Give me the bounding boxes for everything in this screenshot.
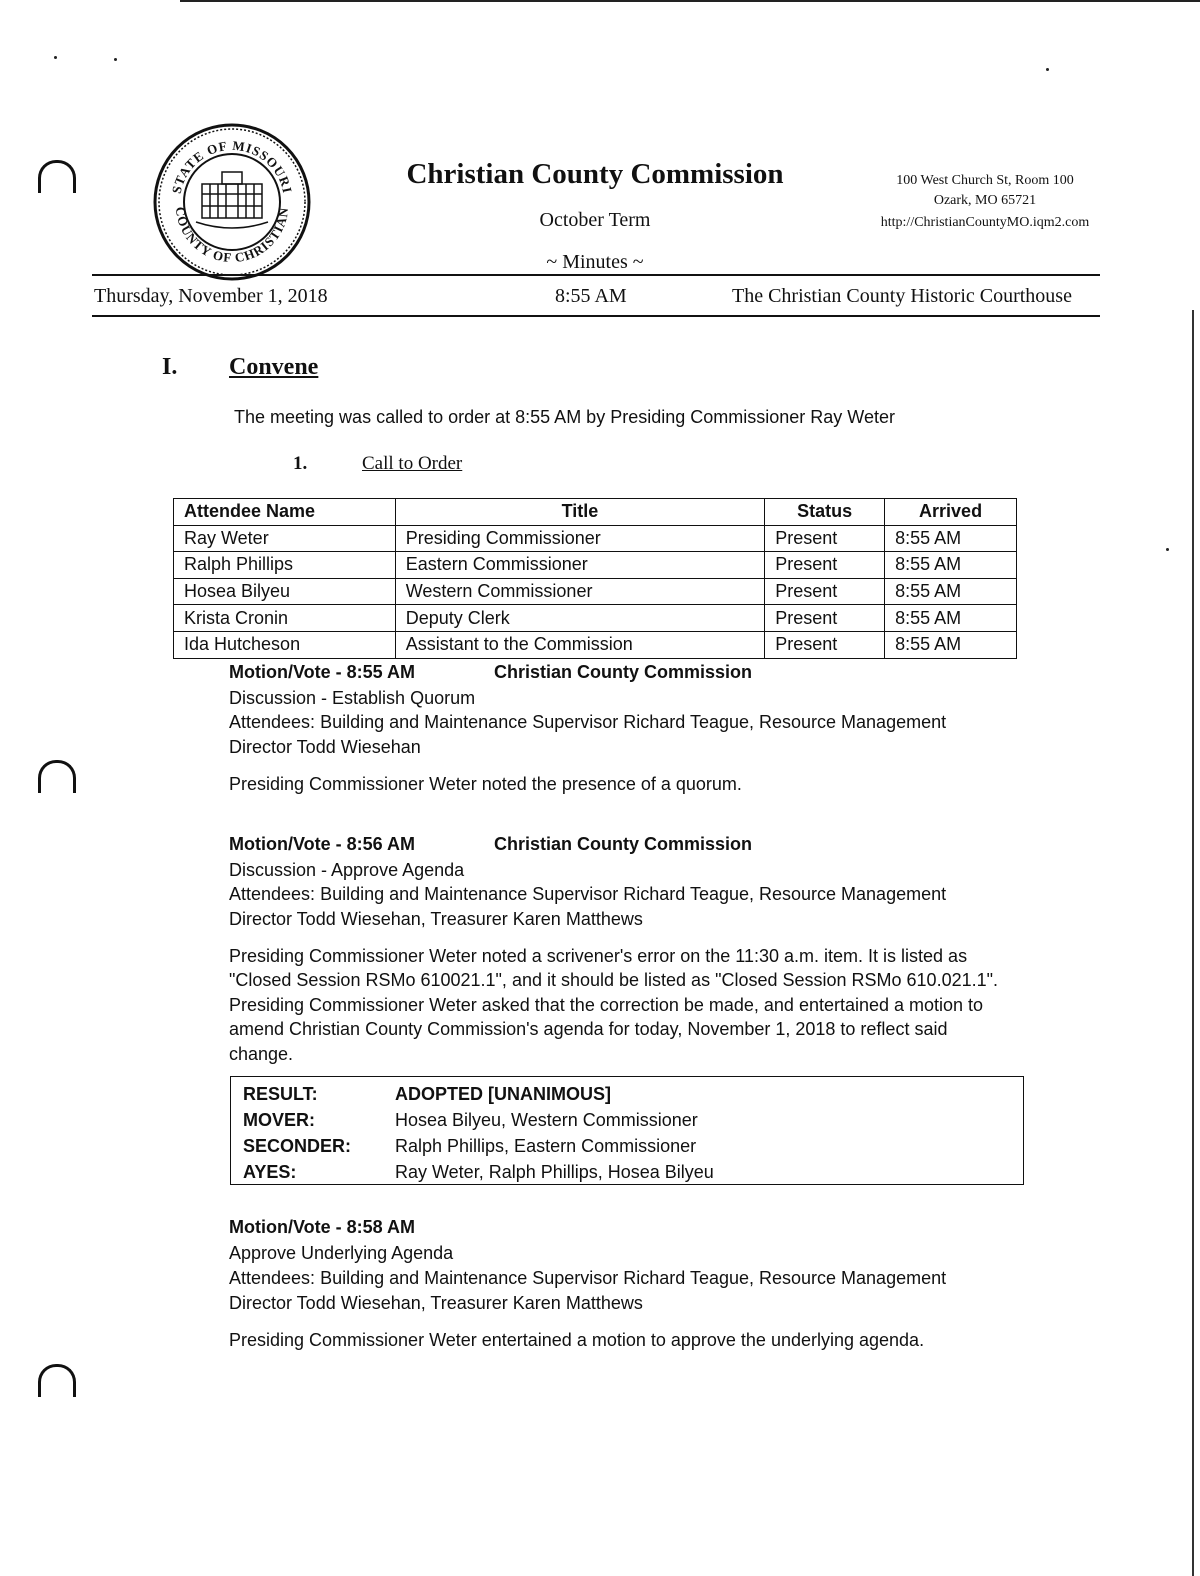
scan-speck (1166, 548, 1169, 551)
mover-value: Hosea Bilyeu, Western Commissioner (395, 1110, 698, 1130)
motion-3-heading: Motion/Vote - 8:58 AM (229, 1217, 415, 1237)
attendee-arrived: 8:55 AM (885, 578, 1017, 605)
ayes-value: Ray Weter, Ralph Phillips, Hosea Bilyeu (395, 1162, 714, 1182)
seconder-label: SECONDER: (243, 1136, 352, 1156)
mover-label: MOVER: (243, 1110, 315, 1130)
motion-2-note-line: Presiding Commissioner Weter asked that the correction be made, and entertained a motion to (229, 995, 984, 1015)
motion-2-note-line: change. (229, 1044, 294, 1064)
attendee-title: Deputy Clerk (395, 605, 764, 632)
motion-3-discussion: Approve Underlying Agenda (229, 1243, 454, 1263)
attendee-name: Ida Hutcheson (174, 631, 396, 658)
attendee-status: Present (765, 631, 885, 658)
column-header: Title (395, 499, 764, 526)
attendee-title: Presiding Commissioner (395, 525, 764, 552)
header-rule-top (92, 274, 1100, 276)
attendee-status: Present (765, 552, 885, 579)
attendee-arrived: 8:55 AM (885, 552, 1017, 579)
seal-top-text: STATE OF MISSOURI (168, 137, 296, 195)
motion-2-heading: Motion/Vote - 8:56 AM (229, 834, 415, 854)
courthouse-icon (196, 172, 268, 228)
minutes-label: ~ Minutes ~ (546, 251, 644, 273)
motion-2-discussion: Discussion - Approve Agenda (229, 860, 465, 880)
column-header: Attendee Name (174, 499, 396, 526)
motion-1-heading: Motion/Vote - 8:55 AM (229, 662, 415, 682)
attendee-title: Assistant to the Commission (395, 631, 764, 658)
item-number: 1. (293, 453, 308, 474)
motion-1-attendees: Attendees: Building and Maintenance Supervisor Richard Teague, Resource Management (229, 712, 947, 732)
table-header-row (174, 499, 1017, 526)
punch-hole-icon (38, 1364, 76, 1397)
address-line-1: 100 West Church St, Room 100 (896, 173, 1074, 188)
attendee-status: Present (765, 525, 885, 552)
item-title: Call to Order (362, 453, 463, 474)
table-row (174, 605, 1017, 632)
motion-3-note: Presiding Commissioner Weter entertained a motion to approve the underlying agenda. (229, 1330, 925, 1350)
commission-title: Christian County Commission (406, 158, 784, 190)
seal-bottom-text: COUNTY OF CHRISTIAN (172, 206, 292, 266)
table-row (174, 631, 1017, 658)
attendee-name: Ray Weter (174, 525, 396, 552)
scan-speck (1046, 68, 1049, 71)
attendee-status: Present (765, 578, 885, 605)
motion-3-attendees: Attendees: Building and Maintenance Supervisor Richard Teague, Resource Management (229, 1268, 947, 1288)
attendee-name: Hosea Bilyeu (174, 578, 396, 605)
motion-3-attendees-cont: Director Todd Wiesehan, Treasurer Karen Matthews (229, 1293, 643, 1313)
motion-1-body: Christian County Commission (494, 662, 753, 682)
result-value: ADOPTED [UNANIMOUS] (395, 1084, 611, 1104)
column-header: Arrived (885, 499, 1017, 526)
attendee-name: Krista Cronin (174, 605, 396, 632)
seconder-value: Ralph Phillips, Eastern Commissioner (395, 1136, 697, 1156)
ayes-label: AYES: (243, 1162, 297, 1182)
scan-speck (54, 56, 57, 59)
attendee-table (173, 498, 1017, 659)
convene-intro: The meeting was called to order at 8:55 AM by Presiding Commissioner Ray Weter (234, 407, 895, 427)
motion-1-attendees-cont: Director Todd Wiesehan (229, 737, 421, 757)
column-header: Status (765, 499, 885, 526)
meeting-time: 8:55 AM (555, 285, 627, 307)
motion-2-body: Christian County Commission (494, 834, 753, 854)
motion-2-note-line: amend Christian County Commission's agenda for today, November 1, 2018 to reflect said (229, 1019, 948, 1039)
svg-text:STATE OF MISSOURI (169, 138, 296, 195)
result-label: RESULT: (243, 1084, 318, 1104)
attendee-name: Ralph Phillips (174, 552, 396, 579)
attendee-title: Eastern Commissioner (395, 552, 764, 579)
address-line-2: Ozark, MO 65721 (933, 193, 1037, 208)
punch-hole-icon (38, 160, 76, 193)
scan-edge-top (180, 0, 1200, 2)
meeting-location: The Christian County Historic Courthouse (732, 285, 1072, 307)
website-link[interactable]: http://ChristianCountyMO.iqm2.com (880, 215, 1090, 230)
vote-result-box (230, 1076, 1024, 1185)
table-row (174, 552, 1017, 579)
motion-2-note-line: "Closed Session RSMo 610021.1", and it should be listed as "Closed Session RSMo 610.021.1". (229, 970, 999, 990)
meeting-date: Thursday, November 1, 2018 (94, 285, 328, 307)
scan-speck (114, 58, 117, 61)
header-rule-bottom (92, 315, 1100, 317)
attendee-title: Western Commissioner (395, 578, 764, 605)
svg-text:COUNTY OF CHRISTIAN (173, 206, 291, 265)
motion-2-note-line: Presiding Commissioner Weter noted a scrivener's error on the 11:30 a.m. item. It is listed as (229, 946, 968, 966)
term-label: October Term (539, 209, 651, 231)
section-number: I. (162, 354, 178, 380)
attendee-status: Present (765, 605, 885, 632)
attendee-arrived: 8:55 AM (885, 605, 1017, 632)
attendee-arrived: 8:55 AM (885, 525, 1017, 552)
punch-hole-icon (38, 760, 76, 793)
motion-2-attendees: Attendees: Building and Maintenance Supervisor Richard Teague, Resource Management (229, 884, 947, 904)
section-title: Convene (229, 354, 319, 380)
motion-1-discussion: Discussion - Establish Quorum (229, 688, 476, 708)
attendee-arrived: 8:55 AM (885, 631, 1017, 658)
county-seal (152, 122, 312, 282)
motion-2-attendees-cont: Director Todd Wiesehan, Treasurer Karen Matthews (229, 909, 643, 929)
motion-1-note: Presiding Commissioner Weter noted the presence of a quorum. (229, 774, 742, 794)
table-row (174, 578, 1017, 605)
scan-edge-right (1192, 310, 1194, 1576)
table-row (174, 525, 1017, 552)
